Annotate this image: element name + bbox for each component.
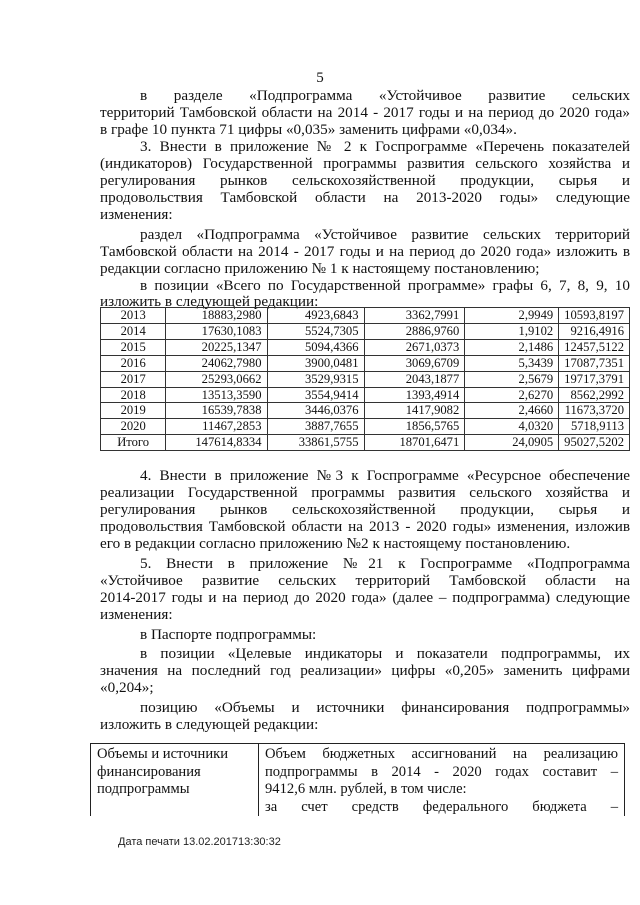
table-value-cell: 11467,2853 <box>166 419 267 435</box>
item4-line: продовольствия Тамбовской области на 2013 - 2020 годы» изменения, изложив <box>100 518 630 535</box>
table-year-cell: 2015 <box>101 339 166 355</box>
table-value-cell: 20225,1347 <box>166 339 267 355</box>
table-year-cell: 2013 <box>101 308 166 324</box>
table-value-cell: 3900,0481 <box>267 355 364 371</box>
indicators-line: значения на последний год реализации» цифры «0,205» заменить цифрами <box>100 662 630 679</box>
passport-value-line: Объем бюджетных ассигнований на реализацию <box>265 746 618 762</box>
passport-label-cell <box>91 744 259 817</box>
table-value-cell: 8562,2992 <box>559 387 630 403</box>
item3-line: (индикаторов) Государственной программы развития сельского хозяйства и <box>100 155 630 172</box>
table-value-cell: 1,9102 <box>465 323 559 339</box>
table-year-cell: 2016 <box>101 355 166 371</box>
table-value-cell: 5094,4366 <box>267 339 364 355</box>
table-value-cell: 18883,2980 <box>166 308 267 324</box>
table-value-cell: 2,9949 <box>465 308 559 324</box>
table-value-cell: 1856,5765 <box>364 419 465 435</box>
table-year-cell: 2014 <box>101 323 166 339</box>
passport-value-line: за счет средств федерального бюджета – <box>265 798 618 815</box>
table-row <box>101 419 630 435</box>
table-value-cell: 33861,5755 <box>267 435 364 451</box>
table-value-cell: 5524,7305 <box>267 323 364 339</box>
table-value-cell: 4,0320 <box>465 419 559 435</box>
table-value-cell: 1393,4914 <box>364 387 465 403</box>
passport-value-line: подпрограммы в 2014 - 2020 годах составит – <box>265 763 618 780</box>
table-value-cell: 2,5679 <box>465 371 559 387</box>
table-value-cell: 2,6270 <box>465 387 559 403</box>
intro-line: в графе 10 пункта 71 цифры «0,035» заменить цифрами «0,034». <box>100 121 517 138</box>
item4-line: его в редакции согласно приложению №2 к настоящему постановлению. <box>100 535 571 552</box>
table-value-cell: 5,3439 <box>465 355 559 371</box>
passport-label-line: Объемы и источники <box>97 746 229 762</box>
volumes-line: изложить в следующей редакции: <box>100 716 319 733</box>
table-value-cell: 3446,0376 <box>267 403 364 419</box>
item3-line: продовольствия Тамбовской области на 2013-2020 годы» следующие <box>100 189 630 206</box>
item3-sub1-line: редакции согласно приложению № 1 к настоящему постановлению; <box>100 260 540 277</box>
table-value-cell: 3554,9414 <box>267 387 364 403</box>
table-value-cell: 17630,1083 <box>166 323 267 339</box>
table-value-cell: 2886,9760 <box>364 323 465 339</box>
print-date-footer: Дата печати 13.02.201713:30:32 <box>118 836 281 848</box>
table-value-cell: 2043,1877 <box>364 371 465 387</box>
table-row <box>101 308 630 324</box>
item5-line: «Устойчивое развитие сельских территорий Тамбовской области на <box>100 572 630 589</box>
passport-label-line: подпрограммы <box>97 781 190 798</box>
table-value-cell: 25293,0662 <box>166 371 267 387</box>
table-year-cell: Итого <box>101 435 166 451</box>
item3-sub1-line: Тамбовской области на 2014 - 2017 годы и на период до 2020 года» изложить в <box>100 243 630 260</box>
table-value-cell: 147614,8334 <box>166 435 267 451</box>
table-value-cell: 4923,6843 <box>267 308 364 324</box>
table-value-cell: 24,0905 <box>465 435 559 451</box>
intro-line: в разделе «Подпрограмма «Устойчивое развитие сельских <box>140 87 630 104</box>
table-year-cell: 2018 <box>101 387 166 403</box>
table-row <box>101 387 630 403</box>
item5-line: 5. Внести в приложение №21 к Госпрограмме «Подпрограмма <box>140 555 630 572</box>
table-year-cell: 2019 <box>101 403 166 419</box>
intro-line: территорий Тамбовской области на 2014 - 2017 годы и на период до 2020 года» <box>100 104 630 121</box>
table-year-cell: 2020 <box>101 419 166 435</box>
program-totals-table <box>100 307 630 451</box>
table-value-cell: 2671,0373 <box>364 339 465 355</box>
table-row <box>101 435 630 451</box>
table-value-cell: 3887,7655 <box>267 419 364 435</box>
table-value-cell: 95027,5202 <box>559 435 630 451</box>
table-value-cell: 2,1486 <box>465 339 559 355</box>
passport-label-line: финансирования <box>97 763 201 780</box>
table-row <box>101 371 630 387</box>
item4-line: реализации Государственной программы развития сельского хозяйства и <box>100 484 630 501</box>
table-value-cell: 3362,7991 <box>364 308 465 324</box>
table-value-cell: 1417,9082 <box>364 403 465 419</box>
table-value-cell: 18701,6471 <box>364 435 465 451</box>
table-year-cell: 2017 <box>101 371 166 387</box>
table-value-cell: 5718,9113 <box>559 419 630 435</box>
passport-value-cell <box>259 744 625 817</box>
volumes-line: позицию «Объемы и источники финансирования подпрограммы» <box>140 699 630 716</box>
table-value-cell: 16539,7838 <box>166 403 267 419</box>
item3-sub2-line: в позиции «Всего по Государственной программе» графы 6, 7, 8, 9, 10 <box>140 277 630 294</box>
passport-heading: в Паспорте подпрограммы: <box>140 626 317 643</box>
item3-line: изменения: <box>100 206 173 223</box>
item3-line: 3. Внести в приложение № 2 к Госпрограмме «Перечень показателей <box>140 138 630 155</box>
item5-line: изменения: <box>100 606 173 623</box>
table-value-cell: 11673,3720 <box>559 403 630 419</box>
table-row <box>101 355 630 371</box>
table-value-cell: 3529,9315 <box>267 371 364 387</box>
passport-table <box>90 743 625 816</box>
table-value-cell: 2,4660 <box>465 403 559 419</box>
page-number: 5 <box>316 70 324 86</box>
indicators-line: в позиции «Целевые индикаторы и показатели подпрограммы, их <box>140 645 630 662</box>
passport-row <box>91 744 625 817</box>
table-value-cell: 19717,3791 <box>559 371 630 387</box>
table-value-cell: 9216,4916 <box>559 323 630 339</box>
table-value-cell: 10593,8197 <box>559 308 630 324</box>
item5-line: 2014-2017 годы и на период до 2020 года» (далее – подпрограмма) следующие <box>100 589 630 606</box>
item4-line: 4. Внести в приложение №3 к Госпрограмме «Ресурсное обеспечение <box>140 467 630 484</box>
table-row <box>101 323 630 339</box>
item3-line: регулирования рынков сельскохозяйственной продукции, сырья и <box>100 172 630 189</box>
indicators-line: «0,204»; <box>100 679 154 696</box>
table-value-cell: 3069,6709 <box>364 355 465 371</box>
item3-sub2-line: изложить в следующей редакции: <box>100 293 319 310</box>
table-row <box>101 403 630 419</box>
item4-line: регулирования рынков сельскохозяйственной продукции, сырья и <box>100 501 630 518</box>
table-value-cell: 12457,5122 <box>559 339 630 355</box>
table-value-cell: 13513,3590 <box>166 387 267 403</box>
item3-sub1-line: раздел «Подпрограмма «Устойчивое развитие сельских территорий <box>140 226 630 243</box>
table-value-cell: 24062,7980 <box>166 355 267 371</box>
passport-value-line: 9412,6 млн. рублей, в том числе: <box>265 781 467 798</box>
table-value-cell: 17087,7351 <box>559 355 630 371</box>
table-row <box>101 339 630 355</box>
